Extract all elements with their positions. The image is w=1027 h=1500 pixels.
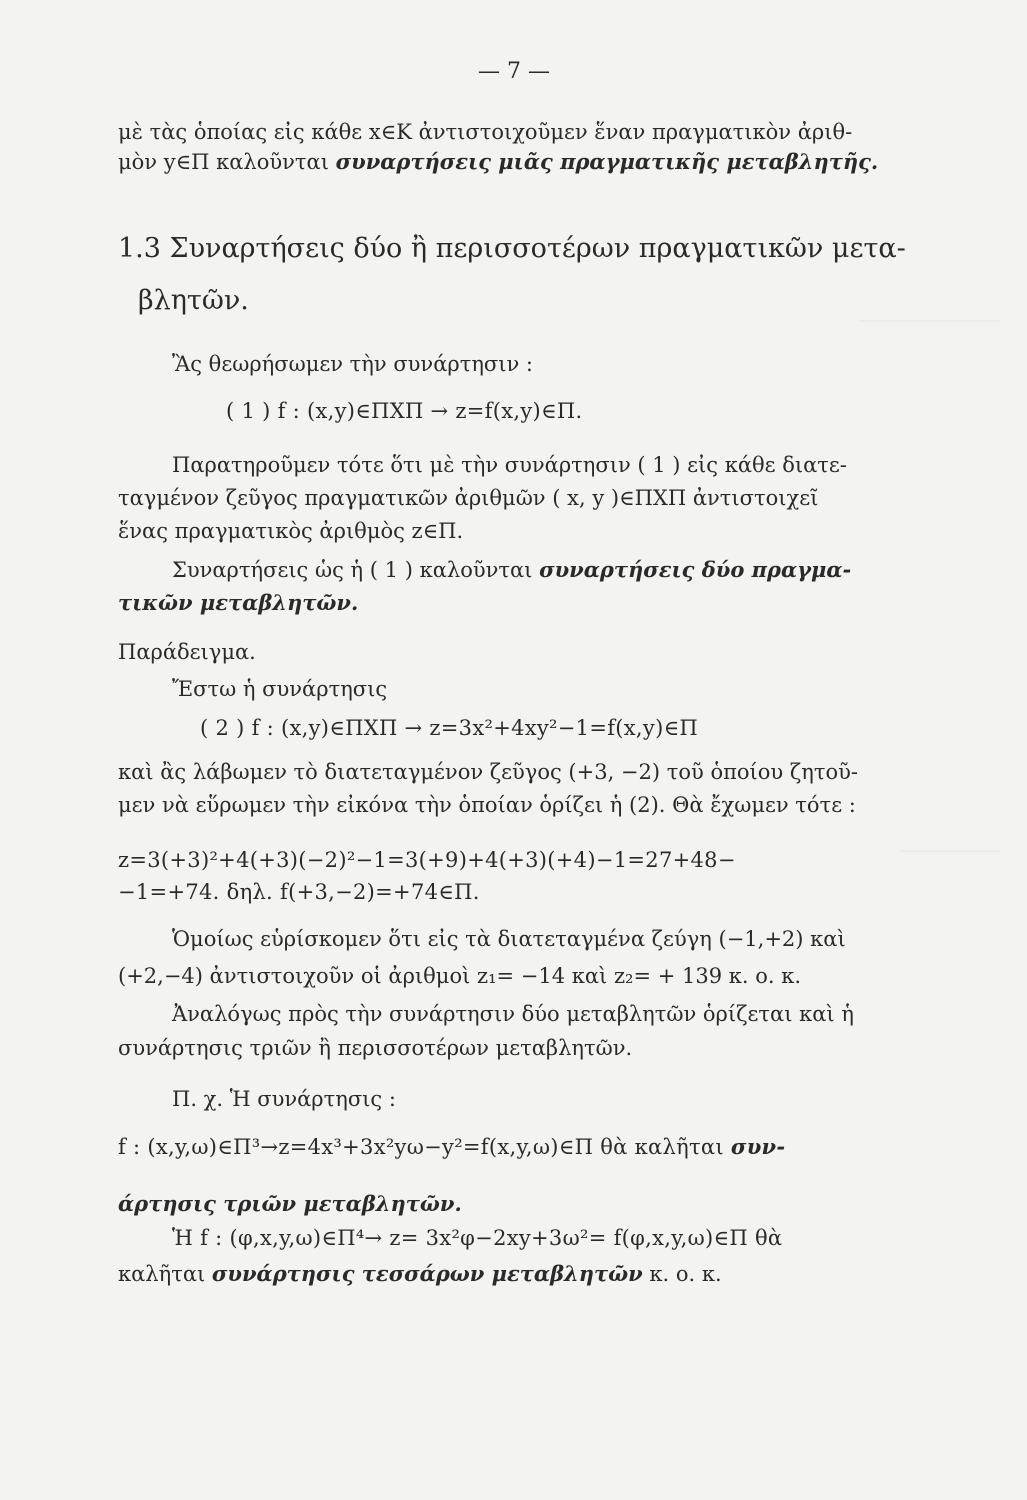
paragraph-line [172, 556, 851, 584]
paragraph-line: ἕνας πραγματικὸς ἀριθμὸς z∈Π. [118, 519, 464, 543]
emphasis-text: συνάρτησις τεσσάρων μεταβλητῶν [211, 1261, 643, 1286]
paragraph-line: (+2,−4) ἀντιστοιχοῦν οἱ ἀριθμοὶ z₁= −14 καὶ z₂= + 139 κ. ο. κ. [118, 964, 802, 988]
paragraph-line: Ὁμοίως εὑρίσκομεν ὅτι εἰς τὰ διατεταγμένα ζεύγη (−1,+2) καὶ [172, 927, 846, 951]
calculation-line: z=3(+3)²+4(+3)(−2)²−1=3(+9)+4(+3)(+4)−1=27+48− [118, 848, 736, 872]
equation-2: ( 2 ) f : (x,y)∈ΠΧΠ → z=3x²+4xy²−1=f(x,y)∈Π [200, 716, 699, 740]
paragraph-line [118, 148, 878, 176]
calculation-line: −1=+74. δηλ. f(+3,−2)=+74∈Π. [118, 880, 480, 904]
equation-3 [118, 1133, 785, 1161]
paragraph-line: συνάρτησις τριῶν ἢ περισσοτέρων μεταβλητῶν. [118, 1036, 633, 1060]
equation-4: Ἡ f : (φ,x,y,ω)∈Π⁴→ z= 3x²φ−2xy+3ω²= f(φ,x,y,ω)∈Π θὰ [172, 1226, 783, 1250]
paragraph-line: μὲ τὰς ὁποίας εἰς κάθε x∈K ἀντιστοιχοῦμεν ἕναν πραγματικὸν ἀριθ- [118, 120, 853, 144]
page-number: — 7 — [478, 59, 550, 84]
text: f : (x,y,ω)∈Π³→z=4x³+3x²yω−y²=f(x,y,ω)∈Π θὰ καλῆται [118, 1135, 731, 1159]
paragraph-line: Παρατηροῦμεν τότε ὅτι μὲ τὴν συνάρτησιν ( 1 ) εἰς κάθε διατε- [172, 453, 847, 477]
paragraph-line: μεν νὰ εὕρωμεν τὴν εἰκόνα τὴν ὁποίαν ὁρίζει ἡ (2). Θὰ ἔχωμεν τότε : [118, 793, 856, 817]
emphasis-text: συναρτήσεις μιᾶς πραγματικῆς μεταβλητῆς. [335, 149, 879, 174]
paragraph-line: Ἔστω ἡ συνάρτησις [172, 677, 388, 701]
equation-1: ( 1 ) f : (x,y)∈ΠΧΠ → z=f(x,y)∈Π. [226, 399, 583, 423]
section-heading: 1.3 Συναρτήσεις δύο ἢ περισσοτέρων πραγματικῶν μετα- [118, 233, 906, 264]
paragraph-line [118, 1260, 722, 1288]
text: καλῆται [118, 1262, 212, 1286]
example-title: Παράδειγμα. [118, 640, 256, 664]
paragraph-line: Ἂς θεωρήσωμεν τὴν συνάρτησιν : [172, 352, 533, 376]
paragraph-line: ταγμένον ζεῦγος πραγματικῶν ἀριθμῶν ( x, y )∈ΠΧΠ ἀντιστοιχεῖ [118, 486, 819, 510]
text: κ. ο. κ. [642, 1262, 722, 1286]
paragraph-line: Π. χ. Ἡ συνάρτησις : [172, 1087, 396, 1111]
emphasis-text: συν- [730, 1134, 786, 1159]
emphasis-text: τικῶν μεταβλητῶν. [118, 590, 359, 615]
bleed-through-line [900, 850, 1000, 852]
section-heading-continuation: βλητῶν. [138, 285, 249, 316]
text: Συναρτήσεις ὡς ἡ ( 1 ) καλοῦνται [172, 558, 540, 582]
bleed-through-line [860, 320, 1000, 322]
emphasis-text: συναρτήσεις δύο πραγμα- [539, 557, 852, 582]
paragraph-line: Ἀναλόγως πρὸς τὴν συνάρτησιν δύο μεταβλητῶν ὁρίζεται καὶ ἡ [172, 1002, 854, 1026]
emphasis-text: άρτησις τριῶν μεταβλητῶν. [118, 1191, 462, 1216]
text: μὸν y∈Π καλοῦνται [118, 150, 336, 174]
paragraph-line: καὶ ἂς λάβωμεν τὸ διατεταγμένον ζεῦγος (+3, −2) τοῦ ὁποίου ζητοῦ- [118, 760, 858, 784]
